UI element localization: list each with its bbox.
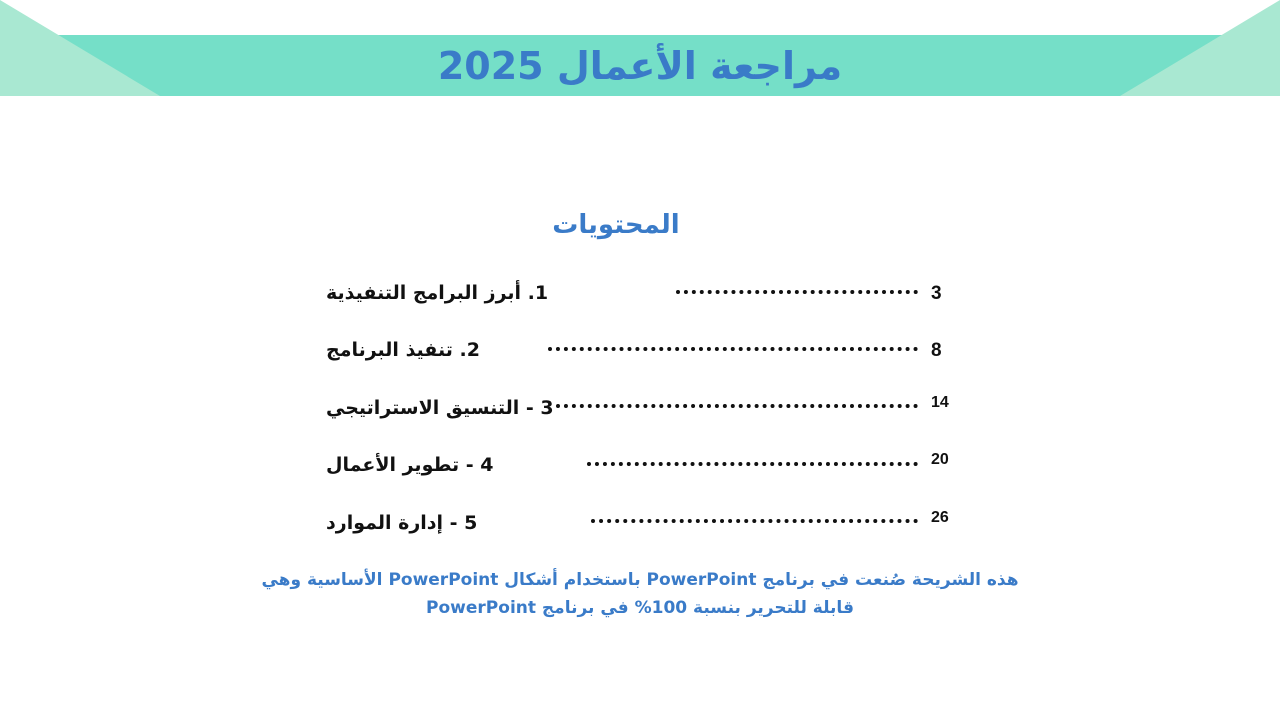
toc-item-1-label: 1. أبرز البرامج التنفيذية bbox=[326, 282, 549, 304]
toc-item-3-leader bbox=[556, 404, 918, 408]
toc-item-5-leader bbox=[591, 519, 918, 523]
toc-item-1-leader bbox=[676, 290, 918, 294]
contents-heading: المحتويات bbox=[552, 210, 680, 240]
toc-item-4-leader bbox=[587, 462, 918, 466]
toc-item-3-page: 14 bbox=[931, 394, 949, 411]
toc-item-4-label: 4 - تطوير الأعمال bbox=[326, 454, 494, 476]
toc-item-5-page: 26 bbox=[931, 509, 949, 526]
footer-line-2: قابلة للتحرير بنسبة 100% في برنامج PowerPoint bbox=[426, 598, 854, 618]
slide-title: مراجعة الأعمال 2025 bbox=[437, 44, 843, 88]
footer-line-1: هذه الشريحة صُنعت في برنامج PowerPoint باستخدام أشكال PowerPoint الأساسية وهي bbox=[261, 570, 1019, 590]
toc-item-2-label: 2. تنفيذ البرنامج bbox=[326, 339, 480, 361]
footer-note bbox=[220, 566, 1060, 622]
toc-item-2-page: 8 bbox=[931, 340, 942, 361]
toc-item-2-leader bbox=[548, 347, 918, 351]
toc-item-4-page: 20 bbox=[931, 451, 949, 468]
toc-item-1-page: 3 bbox=[931, 283, 942, 304]
toc-item-3-label: 3 - التنسيق الاستراتيجي bbox=[326, 397, 554, 419]
toc-item-5-label: 5 - إدارة الموارد bbox=[326, 512, 478, 534]
